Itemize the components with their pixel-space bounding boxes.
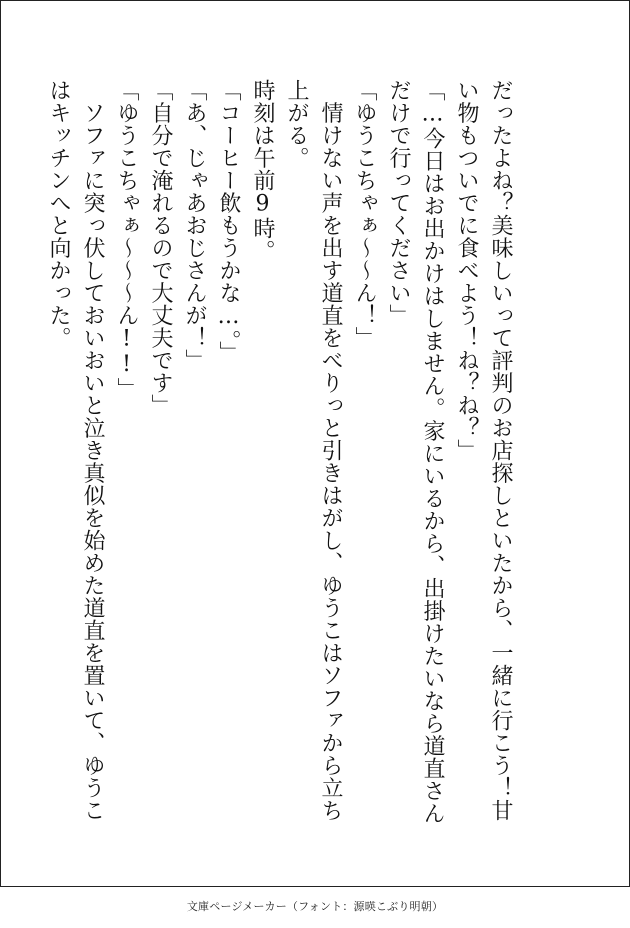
text-line-8: 時刻は午前9時。 bbox=[250, 79, 275, 262]
text-line-13: ソファに突っ伏しておいおいと泣き真似を始めた道直を置いて、ゆうこ bbox=[80, 79, 105, 822]
text-line-2: い物もついでに食べよう！ね？ね？」 bbox=[454, 79, 479, 462]
text-line-1: だったよね？美味しいって評判のお店探しといたから、一緒に行こう！甘 bbox=[488, 79, 513, 822]
vertical-text-body bbox=[46, 79, 517, 825]
text-line-9: 「コーヒー飲もうかな…。」 bbox=[216, 79, 241, 364]
text-line-10: 「あ、じゃあおじさんが！」 bbox=[182, 79, 207, 372]
footer-caption: 文庫ページメーカー（フォント：源暎こぶり明朝） bbox=[186, 900, 444, 913]
text-line-3: 「…今日はお出かけはしません。家にいるから、出掛けたいなら道直さん bbox=[420, 79, 445, 825]
text-line-7: 上がる。 bbox=[284, 79, 309, 169]
text-line-6: 情けない声を出す道直をべりっと引きはがし、ゆうこはソファから立ち bbox=[318, 79, 343, 822]
text-line-14: はキッチンへと向かった。 bbox=[46, 79, 71, 349]
text-line-11: 「自分で淹れるので大丈夫です」 bbox=[148, 79, 173, 417]
text-line-5: 「ゆうこちゃぁ〜〜ん！」 bbox=[352, 79, 377, 349]
text-line-4: だけで行ってください」 bbox=[386, 79, 411, 327]
text-line-12: 「ゆうこちゃぁ〜〜〜ん!!」 bbox=[114, 79, 139, 400]
